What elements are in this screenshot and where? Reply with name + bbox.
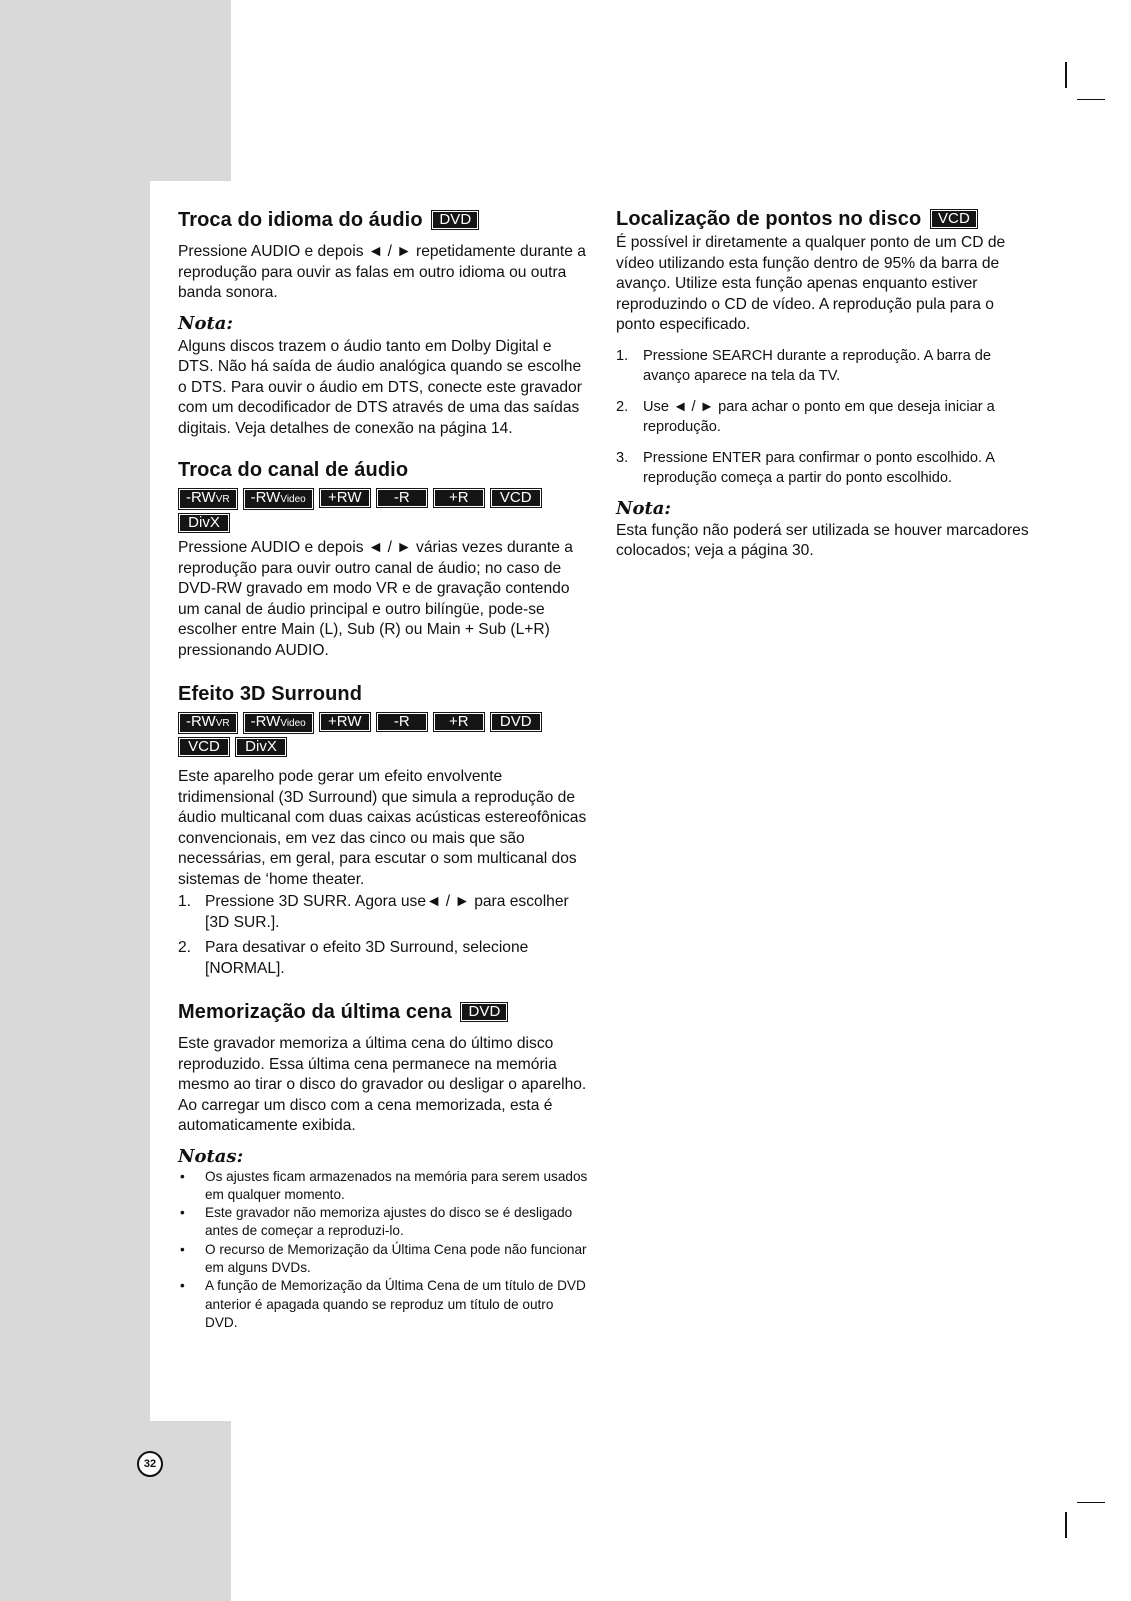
- disc-badge-dvd: DVD: [431, 210, 479, 230]
- section-title: Efeito 3D Surround: [178, 683, 363, 705]
- note-label: Nota:: [616, 497, 672, 519]
- disc-badge-rw-vr: -RWVR: [178, 712, 238, 734]
- crop-mark-bottom-horizontal: [1077, 1502, 1105, 1503]
- step-item: 1. Pressione SEARCH durante a reprodução. A barra de avanço aparece na tela da TV.: [616, 347, 992, 384]
- crop-mark-top-vertical: [1065, 62, 1067, 88]
- disc-badge-divx: DivX: [178, 513, 230, 533]
- right-column: [616, 205, 1031, 562]
- note-item: • Os ajustes ficam armazenados na memória para serem usados em qualquer momento.: [180, 1168, 588, 1202]
- section-title: Troca do idioma do áudio DVD: [178, 205, 588, 235]
- disc-badge-dvd: DVD: [460, 1002, 508, 1022]
- disc-badge-plus-rw: +RW: [319, 712, 371, 732]
- note-item: • O recurso de Memorização da Última Cena pode não funcionar em alguns DVDs.: [180, 1241, 587, 1275]
- section-body: Pressione AUDIO e depois ◄ / ► várias vezes durante a reprodução para ouvir outro canal de áudio; no caso de DVD-RW gravado em modo VR e de gravação contendo um canal de áudio principal e outro bilíngüe, pode-se escolher entre Main (L), Sub (R) ou Main + Sub (L+R) pressionando AUDIO.: [178, 539, 573, 659]
- step-item: 2. Para desativar o efeito 3D Surround, selecione [NORMAL].: [178, 939, 529, 977]
- notes-label: Notas:: [178, 1145, 244, 1167]
- disc-badge-vcd: VCD: [490, 488, 542, 508]
- crop-mark-top-horizontal: [1077, 99, 1105, 100]
- note-item: • A função de Memorização da Última Cena de um título de DVD anterior é apagada quando se reproduz um título de outro DVD.: [180, 1278, 586, 1330]
- section-locate-points: [616, 205, 1031, 562]
- steps-list: [178, 892, 588, 979]
- disc-badge-rw-video: -RWVideo: [243, 712, 314, 734]
- step-item: 2. Use ◄ / ► para achar o ponto em que deseja iniciar a reprodução.: [616, 398, 995, 435]
- left-column: [178, 205, 588, 1332]
- section-body: É possível ir diretamente a qualquer ponto de um CD de vídeo utilizando esta função dentro de 95% da barra de avanço. Utilize esta função apenas enquanto estiver reproduzindo o CD de vídeo. A reprodução pula para o ponto especificado.: [616, 234, 1006, 333]
- disc-badge-minus-r: -R: [376, 712, 428, 732]
- section-3d-surround: [178, 679, 588, 979]
- disc-badge-dvd: DVD: [490, 712, 542, 732]
- page-number-badge: 32: [137, 1451, 163, 1477]
- disc-badges: [178, 711, 588, 761]
- disc-badge-plus-rw: +RW: [319, 488, 371, 508]
- disc-badge-plus-r: +R: [433, 712, 485, 732]
- crop-mark-bottom-vertical: [1065, 1512, 1067, 1538]
- disc-badge-vcd: VCD: [178, 737, 230, 757]
- section-body: Este aparelho pode gerar um efeito envolvente tridimensional (3D Surround) que simula a reprodução de áudio multicanal com duas caixas acústicas estereofônicas convencionais, em vez das cinco ou mais que são necessárias, em geral, para escutar o som multicanal dos sistemas de ‘home theater.: [178, 768, 587, 888]
- section-body: Pressione AUDIO e depois ◄ / ► repetidamente durante a reprodução para ouvir as falas em outro idioma ou outra banda sonora.: [178, 243, 586, 301]
- section-body: Este gravador memoriza a última cena do último disco reproduzido. Essa última cena permanece na memória mesmo ao tirar o disco do gravador ou desligar o aparelho. Ao carregar um disco com a cena memorizada, esta é automaticamente exibida.: [178, 1035, 587, 1134]
- note-label: Nota:: [178, 312, 234, 334]
- section-audio-channel: [178, 455, 588, 661]
- note-text: Esta função não poderá ser utilizada se houver marcadores colocados; veja a página 30.: [616, 521, 1029, 559]
- disc-badge-vcd: VCD: [930, 209, 978, 229]
- notes-list: [178, 1168, 588, 1333]
- step-item: 3. Pressione ENTER para confirmar o ponto escolhido. A reprodução começa a partir do ponto escolhido.: [616, 449, 995, 486]
- section-title: Localização de pontos no disco VCD: [616, 205, 1031, 233]
- section-title: Troca do canal de áudio: [178, 459, 409, 481]
- disc-badge-rw-video: -RWVideo: [243, 488, 314, 510]
- steps-list: [616, 346, 1031, 489]
- disc-badge-divx: DivX: [235, 737, 287, 757]
- note-text: Alguns discos trazem o áudio tanto em Dolby Digital e DTS. Não há saída de áudio analógica quando se escolhe o DTS. Para ouvir o áudio em DTS, conecte este gravador com um decodificador de DTS através de uma das saídas digitais. Veja detalhes de conexão na página 14.: [178, 337, 582, 437]
- note-item: • Este gravador não memoriza ajustes do disco se é desligado antes de começar a reproduzi-lo.: [180, 1205, 573, 1239]
- disc-badge-rw-vr: -RWVR: [178, 488, 238, 510]
- disc-badges: [178, 487, 588, 537]
- section-title: Memorização da última cena DVD: [178, 997, 588, 1027]
- disc-badge-minus-r: -R: [376, 488, 428, 508]
- disc-badge-plus-r: +R: [433, 488, 485, 508]
- section-audio-language: [178, 205, 588, 439]
- section-last-scene: [178, 997, 588, 1332]
- step-item: 1. Pressione 3D SURR. Agora use◄ / ► para escolher [3D SUR.].: [178, 893, 569, 931]
